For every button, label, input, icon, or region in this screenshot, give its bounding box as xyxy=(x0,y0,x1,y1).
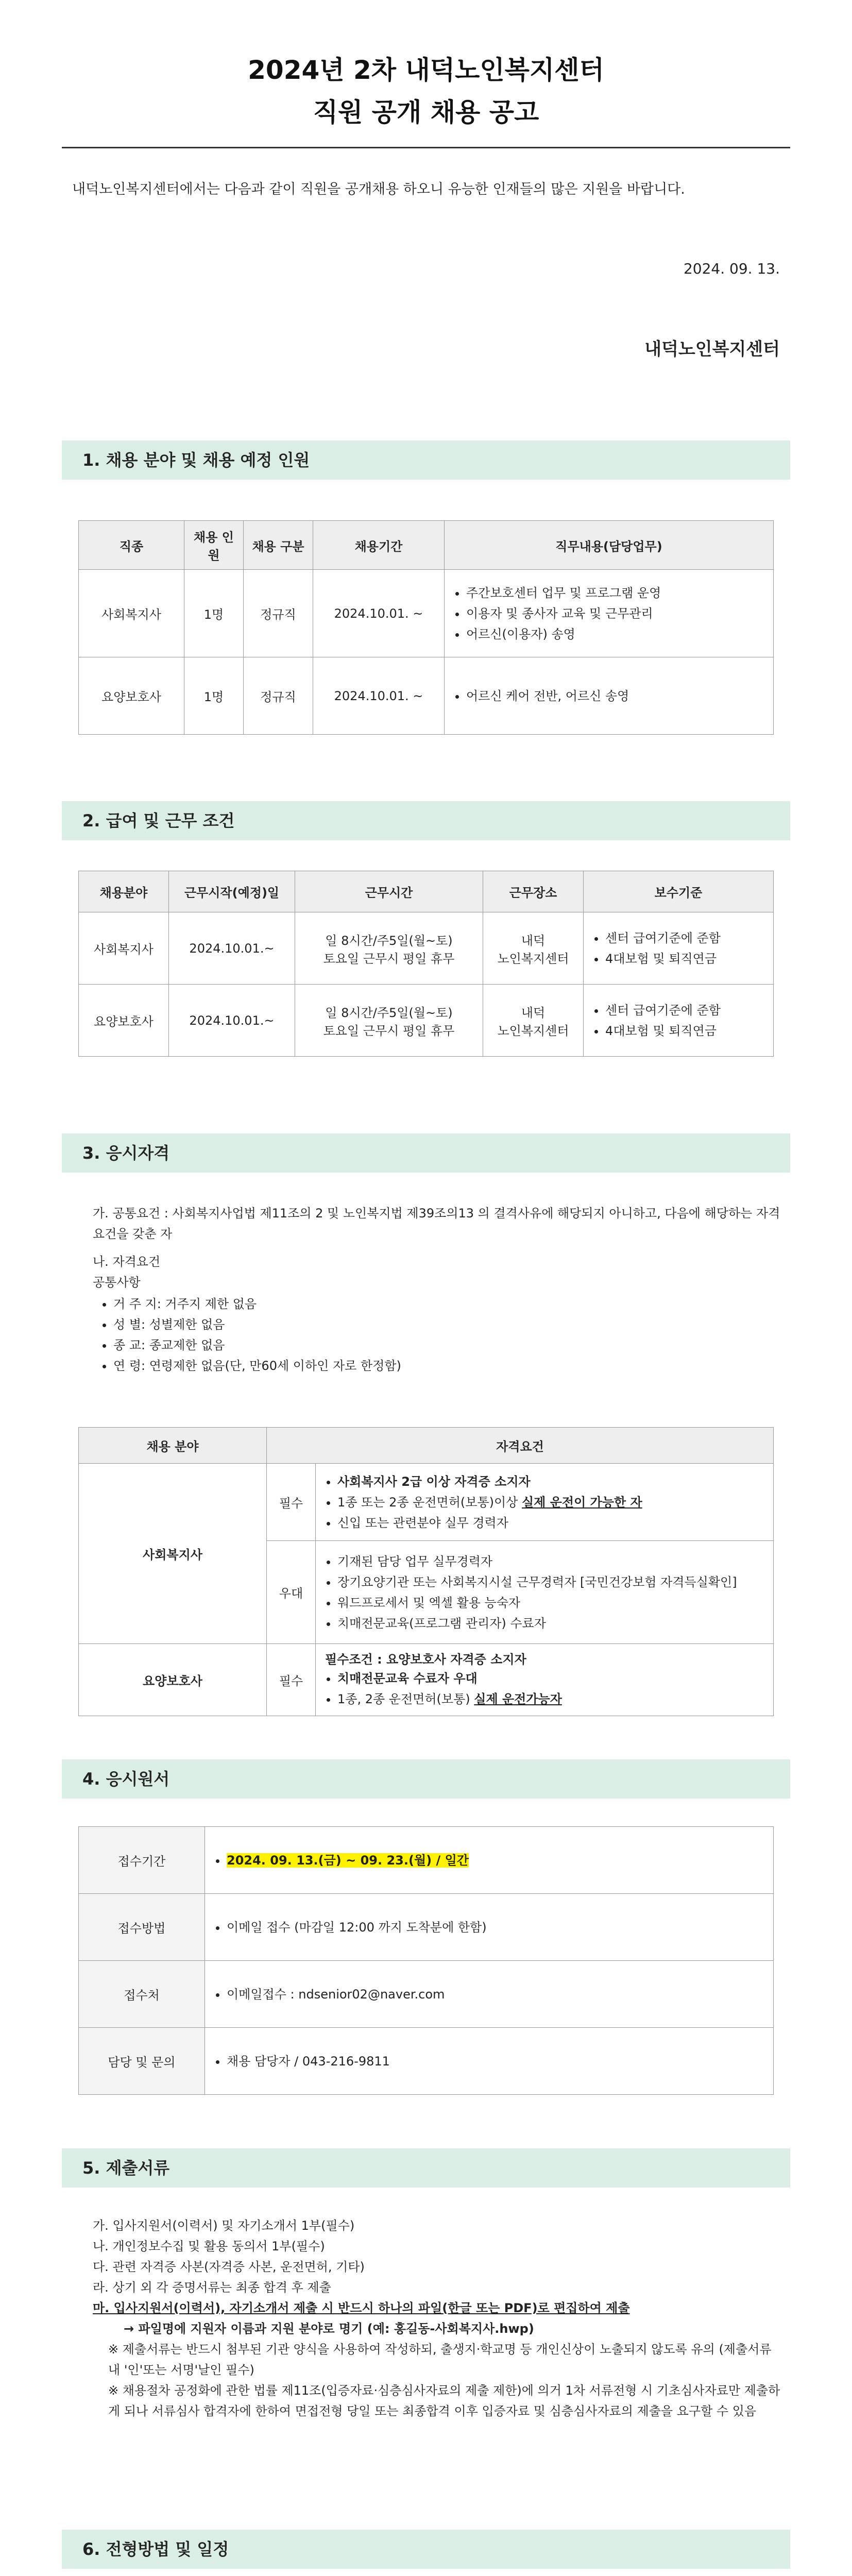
cell xyxy=(584,912,774,985)
table-row xyxy=(79,1644,774,1716)
list-item: • 연 령: 연령제한 없음(단, 만60세 이하인 자로 한정함) xyxy=(113,1357,783,1375)
section-title-1: 1. 채용 분야 및 채용 예정 인원 xyxy=(62,440,790,480)
col-header: 자격요건 xyxy=(267,1428,774,1464)
documents-text xyxy=(93,2215,783,2421)
paragraph: 가. 입사지원서(이력서) 및 자기소개서 1부(필수) xyxy=(93,2218,355,2233)
list-item: • 이용자 및 종사자 교육 및 근무관리 xyxy=(466,604,767,623)
table-row xyxy=(79,1961,774,2028)
cell: 요양보호사 xyxy=(79,1644,267,1716)
cell: 필수 xyxy=(267,1644,316,1716)
list-item: • 어르신(이용자) 송영 xyxy=(466,625,767,643)
cell xyxy=(316,1644,774,1716)
list-item: • 성 별: 성별제한 없음 xyxy=(113,1315,783,1334)
list-item xyxy=(227,1851,767,1870)
list-item: • 거 주 지: 거주지 제한 없음 xyxy=(113,1295,783,1313)
section-title-3: 3. 응시자격 xyxy=(62,1133,790,1173)
hours-line: 일 8시간/주5일(월~토) xyxy=(325,1005,453,1020)
col-header: 채용분야 xyxy=(79,871,169,912)
period-highlight: 2024. 09. 13.(금) ~ 09. 23.(월) / 일간 xyxy=(227,1853,469,1868)
paragraph: ※ 채용절차 공정화에 관한 법률 제11조(입증자료·심층심사자료의 제출 제한)에 의거 1차 서류전형 시 기초심사자료만 제출하게 되나 서류심사 합격자에 한하여 면접전형 당일 또는 최종합격 이후 입증자료 및 심층심사자료의 제출을 요구할 수 있음 xyxy=(108,2383,780,2418)
place-line: 노인복지센터 xyxy=(497,951,569,966)
cell: 1명 xyxy=(184,657,244,735)
table-row xyxy=(79,657,774,735)
place-line: 내덕 xyxy=(521,1005,546,1020)
cell: 요양보호사 xyxy=(79,985,169,1057)
cell xyxy=(483,912,584,985)
paragraph: 마. 입사지원서(이력서), 자기소개서 제출 시 반드시 하나의 파일(한글 또는 PDF)로 편집하여 제출 xyxy=(93,2301,630,2315)
paragraph: 공통사항 xyxy=(93,1275,141,1290)
list-item: • 장기요양기관 또는 사회복지시설 근무경력자 [국민건강보험 자격득실확인] xyxy=(337,1573,767,1591)
cell: 접수방법 xyxy=(79,1894,205,1961)
col-header: 직종 xyxy=(79,521,184,570)
list-item: • 치매전문교육 수료자 우대 xyxy=(337,1669,767,1688)
col-header: 직무내용(담당업무) xyxy=(445,521,774,570)
salary-table xyxy=(78,871,774,1057)
cell: 접수처 xyxy=(79,1961,205,2028)
cell: 사회복지사 xyxy=(79,570,184,657)
cell xyxy=(445,657,774,735)
cell: 정규직 xyxy=(244,657,313,735)
section-title-6: 6. 전형방법 및 일정 xyxy=(62,2530,790,2569)
list-item: • 치매전문교육(프로그램 관리자) 수료자 xyxy=(337,1614,767,1633)
license-text: 1종, 2종 운전면허(보통) xyxy=(337,1692,474,1706)
paragraph: 라. 상기 외 각 증명서류는 최종 합격 후 제출 xyxy=(93,2280,331,2295)
hours-line: 토요일 근무시 평일 휴무 xyxy=(323,951,455,966)
section-title-5: 5. 제출서류 xyxy=(62,2148,790,2188)
list-item: • 4대보험 및 퇴직연금 xyxy=(605,1022,767,1040)
qualification-table xyxy=(78,1427,774,1716)
list-item: • 종 교: 종교제한 없음 xyxy=(113,1336,783,1354)
list-item: • 이메일 접수 (마감일 12:00 까지 도착분에 한함) xyxy=(227,1918,767,1937)
list-item: • 신입 또는 관련분야 실무 경력자 xyxy=(337,1514,767,1532)
col-header: 근무시작(예정)일 xyxy=(169,871,295,912)
cell xyxy=(295,912,483,985)
list-item: • 이메일접수 : ndsenior02@naver.com xyxy=(227,1985,767,2004)
page-title: 2024년 2차 내덕노인복지센터 xyxy=(248,55,604,85)
cell xyxy=(316,1464,774,1541)
cell: 우대 xyxy=(267,1541,316,1644)
list-item xyxy=(337,1690,767,1708)
table-row xyxy=(79,985,774,1057)
col-header: 채용 인원 xyxy=(184,521,244,570)
cell: 2024.10.01. ~ xyxy=(313,657,445,735)
license-emphasis: 실제 운전가능자 xyxy=(474,1692,562,1706)
table-row xyxy=(79,1464,774,1541)
organization-name: 내덕노인복지센터 xyxy=(644,339,780,360)
title-divider xyxy=(62,147,790,148)
list-item: • 센터 급여기준에 준함 xyxy=(605,929,767,947)
list-item: • 4대보험 및 퇴직연금 xyxy=(605,950,767,968)
col-header: 채용기간 xyxy=(313,521,445,570)
table-row xyxy=(79,570,774,657)
cell: 담당 및 문의 xyxy=(79,2028,205,2095)
cell xyxy=(205,2028,774,2095)
cell: 요양보호사 xyxy=(79,657,184,735)
list-item: • 어르신 케어 전반, 어르신 송영 xyxy=(466,687,767,705)
cell: 2024.10.01.~ xyxy=(169,985,295,1057)
col-header: 보수기준 xyxy=(584,871,774,912)
paragraph: 가. 공통요건 : 사회복지사업법 제11조의 2 및 노인복지법 제39조의13 의 결격사유에 해당되지 아니하고, 다음에 해당하는 자격요건을 갖춘 자 xyxy=(93,1206,780,1241)
cell: 2024.10.01.~ xyxy=(169,912,295,985)
place-line: 내덕 xyxy=(521,933,546,948)
col-header: 근무시간 xyxy=(295,871,483,912)
cell: 필수 xyxy=(267,1464,316,1541)
cell: 정규직 xyxy=(244,570,313,657)
cell xyxy=(295,985,483,1057)
table-row xyxy=(79,1894,774,1961)
requirement-head: 필수조건 : 요양보호사 자격증 소지자 xyxy=(325,1652,526,1667)
paragraph: → 파일명에 지원자 이름과 지원 분야로 명기 (예: 홍길동-사회복지사.hwp) xyxy=(124,2321,534,2336)
paragraph: 나. 개인정보수집 및 활용 동의서 1부(필수) xyxy=(93,2239,325,2253)
table-row xyxy=(79,2028,774,2095)
cell xyxy=(445,570,774,657)
cell: 사회복지사 xyxy=(79,1464,267,1644)
table-row xyxy=(79,912,774,985)
col-header: 채용 구분 xyxy=(244,521,313,570)
cell xyxy=(316,1541,774,1644)
cell xyxy=(205,1827,774,1894)
list-item: • 센터 급여기준에 준함 xyxy=(605,1001,767,1020)
cell xyxy=(205,1894,774,1961)
col-header: 근무장소 xyxy=(483,871,584,912)
license-emphasis: 실제 운전이 가능한 자 xyxy=(522,1495,642,1510)
paragraph: ※ 제출서류는 반드시 첨부된 기관 양식을 사용하여 작성하되, 출생지·학교명 등 개인신상이 노출되지 않도록 유의 (제출서류 내 '인'또는 서명'날인 필수) xyxy=(108,2342,772,2377)
table-row xyxy=(79,1827,774,1894)
cell: 접수기간 xyxy=(79,1827,205,1894)
list-item: • 사회복지사 2급 이상 자격증 소지자 xyxy=(337,1472,767,1491)
notice-date: 2024. 09. 13. xyxy=(683,260,780,277)
hours-line: 일 8시간/주5일(월~토) xyxy=(325,933,453,948)
list-item xyxy=(337,1493,767,1512)
paragraph: 나. 자격요건 xyxy=(93,1255,161,1269)
list-item: • 기재된 담당 업무 실무경력자 xyxy=(337,1552,767,1571)
cell xyxy=(483,985,584,1057)
qualification-text xyxy=(93,1203,783,1377)
cell xyxy=(584,985,774,1057)
paragraph: 다. 관련 자격증 사본(자격증 사본, 운전면허, 기타) xyxy=(93,2260,365,2274)
application-table xyxy=(78,1826,774,2095)
col-header: 채용 분야 xyxy=(79,1428,267,1464)
page-subtitle: 직원 공개 채용 공고 xyxy=(313,97,539,127)
cell xyxy=(205,1961,774,2028)
list-item: • 주간보호센터 업무 및 프로그램 운영 xyxy=(466,584,767,602)
recruitment-table xyxy=(78,520,774,735)
hours-line: 토요일 근무시 평일 휴무 xyxy=(323,1023,455,1038)
list-item: • 채용 담당자 / 043-216-9811 xyxy=(227,2052,767,2071)
license-text: 1종 또는 2종 운전면허(보통)이상 xyxy=(337,1495,522,1510)
section-title-4: 4. 응시원서 xyxy=(62,1759,790,1799)
cell: 1명 xyxy=(184,570,244,657)
section-title-2: 2. 급여 및 근무 조건 xyxy=(62,801,790,840)
place-line: 노인복지센터 xyxy=(497,1023,569,1038)
cell: 사회복지사 xyxy=(79,912,169,985)
intro-text: 내덕노인복지센터에서는 다음과 같이 직원을 공개채용 하오니 유능한 인재들의 많은 지원을 바랍니다. xyxy=(72,181,685,197)
cell: 2024.10.01. ~ xyxy=(313,570,445,657)
list-item: • 워드프로세서 및 엑셀 활용 능숙자 xyxy=(337,1594,767,1612)
